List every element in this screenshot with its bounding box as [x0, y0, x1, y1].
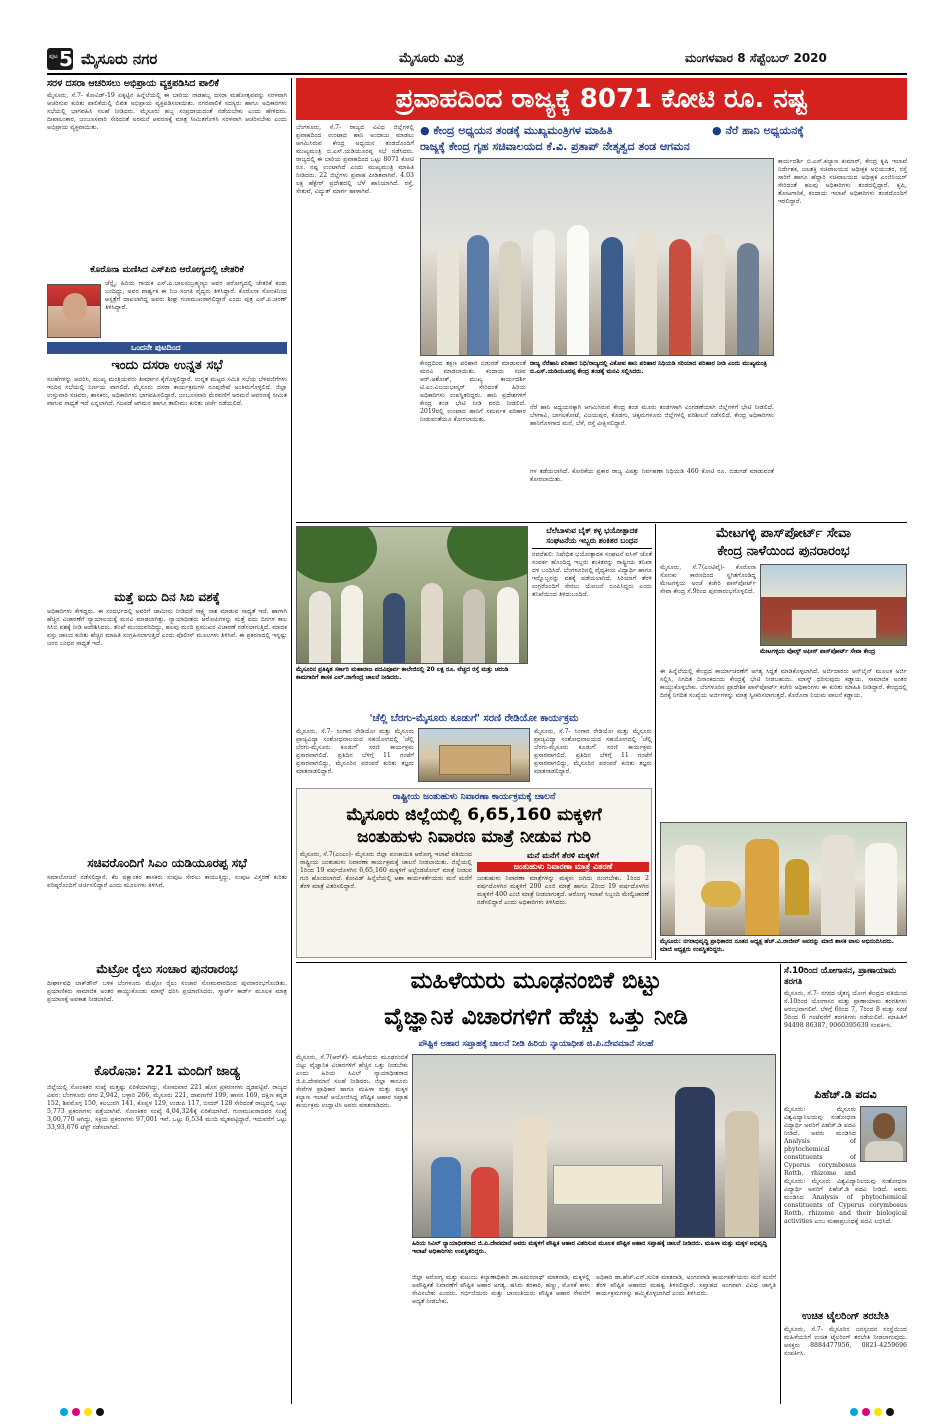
section-title: ಮೈಸೂರು ನಗರ	[81, 50, 158, 68]
page-number-label: ಪುಟ	[49, 53, 58, 60]
story4-headline: ಮತ್ತೆ ಐದು ದಿನ ಸಿಬಿ ವಶಕ್ಕೆ	[114, 590, 220, 604]
nutrition-event-photo	[412, 1054, 776, 1238]
lead-meeting-photo	[420, 158, 774, 356]
nutrition-person-4	[675, 1087, 715, 1237]
food-table	[553, 1165, 663, 1205]
radio-body-1: ಮೈಸೂರು, ಸೆ.7- ಸಿಂಗಾರ ರೇಡಿಯೋ ಮತ್ತು ಮೈಸೂರು ಪ್ರಾಚ್ಯವಿದ್ಯಾ ಸಂಶೋಧನಾಲಯದ ಸಹಯೋಗದಲ್ಲಿ 'ಚೆಲ್ಲಿ ಬೆರಗು-ಮೈಸೂರು ಕೂಡುಗೆ' ಸರಣಿ ಕಾರ್ಯಕ್ರಮ ಪ್ರಸಾರವಾಗಲಿದೆ. ಪ್ರತಿದಿನ ಬೆಳಿಗ್ಗೆ 11 ಗಂಟೆಗೆ ಪ್ರಸಾರವಾಗಲಿದ್ದು, ಮೈಸೂರಿನ ಪರಂಪರೆ ಕುರಿತು ತಜ್ಞರು ಮಾತನಾಡಲಿದ್ದಾರೆ.	[296, 728, 414, 775]
event-person-4	[421, 583, 443, 663]
story1-headline: ಸರಳ ದಸರಾ ಆಚರಿಸಲು ಅಭಿಪ್ರಾಯ ವ್ಯಕ್ತಪಡಿಸಿದ ಪಾಲಿಕೆ	[47, 78, 219, 89]
official-10	[737, 243, 759, 355]
bottom-headline-1: ಮಹಿಳೆಯರು ಮೂಢನಂಬಿಕೆ ಬಿಟ್ಟು	[410, 968, 662, 994]
registration-mark-yellow-right	[874, 1408, 882, 1416]
registration-mark-magenta-right	[862, 1408, 870, 1416]
deworm-headline-1: ಮೈಸೂರು ಜಿಲ್ಲೆಯಲ್ಲಿ 6,65,160 ಮಕ್ಕಳಿಗೆ	[346, 805, 602, 825]
lead-banner	[296, 78, 907, 120]
story6-body: ದೀರ್ಘಾವಧಿ ಲಾಕ್‌ಡೌನ್ ಬಳಿಕ ಬೆಂಗಳೂರು ಮೆಟ್ರೋ ರೈಲು ಸಂಚಾರ ಸೋಮವಾರದಿಂದ ಪುನರಾರಂಭಗೊಂಡಿತು. ಪ್ರಯಾಣಿಕರು ಸಾಮಾಜಿಕ ಅಂತರ ಕಾಯ್ದುಕೊಂಡು ಮಾಸ್ಕ್ ಧರಿಸಿ ಪ್ರಯಾಣಿಸಿದರು. ಸ್ಮಾರ್ಟ್ ಕಾರ್ಡ್ ಮೂಲಕ ಮಾತ್ರ ಪ್ರಯಾಣಕ್ಕೆ ಅವಕಾಶ ನೀಡಲಾಗಿದೆ.	[47, 980, 287, 1003]
nutrition-person-5	[725, 1111, 759, 1237]
bottom-col2: ಜಿಲ್ಲಾ ಆರೋಗ್ಯ ಮತ್ತು ಕುಟುಂಬ ಕಲ್ಯಾಣಾಧಿಕಾರಿ ಡಾ.ಅಮರನಾಥ್ ಮಾತನಾಡಿ, ಮಕ್ಕಳಲ್ಲಿ ಅಪೌಷ್ಟಿಕತೆ ನಿವಾರಣೆಗೆ ಪೌಷ್ಟಿಕ ಆಹಾರ ಅಗತ್ಯ. ಹಸಿರು ತರಕಾರಿ, ಹಣ್ಣು, ಮೊಳಕೆ ಕಾಳು ಸೇವಿಸಬೇಕು ಎಂದರು. ಗರ್ಭಿಣಿಯರು ಮತ್ತು ಬಾಣಂತಿಯರು ಪೌಷ್ಟಿಕ ಆಹಾರ ಸೇವನೆಗೆ ಆದ್ಯತೆ ನೀಡಬೇಕು.	[412, 1274, 590, 1305]
honour-photo	[660, 822, 907, 936]
deworm-sub1: ಮನೆ ಮನೆಗೆ ತೆರಳಿ ಮಕ್ಕಳಿಗೆ	[527, 851, 599, 860]
nutrition-person-2	[471, 1167, 499, 1237]
college-event-caption: ಮೈಸೂರಿನ ಪ್ರತಿಷ್ಠಿತ ಸರ್ಕಾರಿ ಮಹಾರಾಜ ಪದವಿಪೂರ್ವ ಕಾಲೇಜಿನಲ್ಲಿ 20 ಲಕ್ಷ ರೂ. ವೆಚ್ಚದ ರಸ್ತೆ ಮತ್ತು ಚರಂಡಿ ಕಾಮಗಾರಿಗೆ ಶಾಸಕ ಎಲ್.ನಾಗೇಂದ್ರ ಚಾಲನೆ ನೀಡಿದರು.	[296, 666, 528, 708]
bottom-col1: ಮೈಸೂರು, ಸೆ.7(ಆರ್‌ಕೆ)- ಮಹಿಳೆಯರು ಮೂಢನಂಬಿಕೆ ಬಿಟ್ಟು ವೈಜ್ಞಾನಿಕ ವಿಚಾರಗಳಿಗೆ ಹೆಚ್ಚಿನ ಒತ್ತು ನೀಡಬೇಕು ಎಂದು ಹಿರಿಯ ಸಿವಿಲ್ ನ್ಯಾಯಾಧೀಶರಾದ ಜಿ.ಪಿ.ದೇವಮಾನೆ ಸಲಹೆ ನೀಡಿದರು. ಜಿಲ್ಲಾ ಕಾನೂನು ಸೇವೆಗಳ ಪ್ರಾಧಿಕಾರ ಹಾಗೂ ಮಹಿಳಾ ಮತ್ತು ಮಕ್ಕಳ ಕಲ್ಯಾಣ ಇಲಾಖೆ ಆಯೋಜಿಸಿದ್ದ ಪೌಷ್ಟಿಕ ಆಹಾರ ಸಪ್ತಾಹ ಕಾರ್ಯಕ್ರಮ ಉದ್ಘಾಟಿಸಿ ಅವರು ಮಾತನಾಡಿದರು.	[296, 1054, 408, 1109]
bottom-headline-2: ವೈಜ್ಞಾನಿಕ ವಿಚಾರಗಳಿಗೆ ಹೆಚ್ಚು ಒತ್ತು ನೀಡಿ	[384, 1004, 688, 1030]
official-4	[533, 229, 555, 355]
event-person-1	[309, 591, 331, 663]
lead-headline: ಪ್ರವಾಹದಿಂದ ರಾಜ್ಯಕ್ಕೆ 8071 ಕೋಟಿ ರೂ. ನಷ್ಟ	[395, 84, 808, 114]
honour-person-3	[821, 835, 855, 935]
issue-date: ಮಂಗಳವಾರ 8 ಸೆಪ್ಟೆಂಬರ್ 2020	[685, 51, 827, 65]
official-6	[601, 237, 623, 355]
story5-headline: ಸಚಿವರೊಂದಿಗೆ ಸಿಎಂ ಯಡಿಯೂರಪ್ಪ ಸಭೆ	[87, 856, 247, 870]
building-facade	[439, 745, 511, 775]
event-person-6	[497, 587, 519, 663]
official-1	[437, 245, 459, 355]
masthead: ಮೈಸೂರು ಮಿತ್ರ	[399, 51, 464, 66]
deworm-headline-2: ಜಂತುಹುಳು ನಿವಾರಣ ಮಾತ್ರೆ ನೀಡುವ ಗುರಿ	[357, 827, 591, 847]
page-number: 5	[59, 47, 73, 71]
bottom-col3: ಅಧಿಕಾರಿ ಡಾ.ಹೆಚ್.ಎನ್.ಸುನಿತ ಮಾತನಾಡಿ, ಅಂಗನವಾಡಿ ಕಾರ್ಯಕರ್ತೆಯರು ಮನೆ ಮನೆಗೆ ತೆರಳಿ ಪೌಷ್ಟಿಕ ಆಹಾರದ ಮಹತ್ವ ತಿಳಿಸಲಿದ್ದಾರೆ. ಸಪ್ತಾಹದ ಅಂಗವಾಗಿ ವಿವಿಧ ಜಾಗೃತಿ ಕಾರ್ಯಕ್ರಮಗಳನ್ನು ಹಮ್ಮಿಕೊಳ್ಳಲಾಗಿದೆ ಎಂದು ತಿಳಿಸಿದರು.	[596, 1274, 776, 1297]
deworm-box	[296, 788, 652, 958]
radio-building-photo	[418, 728, 530, 782]
lead-sub3: ರಾಜ್ಯಕ್ಕೆ ಕೇಂದ್ರ ಗೃಹ ಸಚಿವಾಲಯದ ಕೆ.ವಿ. ಪ್ರತಾಪ್ ನೇತೃತ್ವದ ತಂಡ ಆಗಮನ	[420, 140, 690, 153]
yoga-headline: ಸೆ.10ರಿಂದ ಯೋಗಾಸನ, ಪ್ರಾಣಾಯಾಮ ತರಗತಿ	[784, 966, 897, 987]
bike-body: ನವದೆಹಲಿ: ನಿಷೇಧಿತ ಭಯೋತ್ಪಾದಕ ಸಂಘಟನೆ ಐಸಿಸ್ ಜೊತೆ ಸಂಪರ್ಕ ಹೊಂದಿದ್ದ ಇಬ್ಬರು ಶಂಕಿತರನ್ನು ರಾಷ್ಟ್ರೀಯ ತನಿಖಾ ದಳ ಬಂಧಿಸಿದೆ. ಬೆಂಗಳೂರಿನಲ್ಲಿ ವೈದ್ಯಕೀಯ ವಿದ್ಯಾರ್ಥಿ ಹಾಗೂ ಇನ್ನೊಬ್ಬನನ್ನು ವಶಕ್ಕೆ ಪಡೆಯಲಾಗಿದೆ. ಸಿರಿಯಾಗೆ ತೆರಳಿ ಉಗ್ರರೊಂದಿಗೆ ಸೇರಲು ಯೋಜನೆ ರೂಪಿಸಿದ್ದರು ಎಂದು ತನಿಖೆಯಿಂದ ತಿಳಿದುಬಂದಿದೆ.	[532, 551, 652, 598]
honour-caption: ಮೈಸೂರು: ನಗರಾಭಿವೃದ್ಧಿ ಪ್ರಾಧಿಕಾರದ ನೂತನ ಅಧ್ಯಕ್ಷ ಹೆಚ್.ವಿ.ರಾಜೀವ್ ಅವರನ್ನು ಮಾಜಿ ಶಾಸಕ ವಾಸು ಅಭಿನಂದಿಸಿದರು. ಮಾಜಿ ಅಧ್ಯಕ್ಷರು ಉಪಸ್ಥಿತರಿದ್ದರು.	[660, 938, 907, 962]
page-number-badge	[47, 48, 73, 70]
registration-mark-magenta	[72, 1408, 80, 1416]
lead-sub1: ● ಕೇಂದ್ರ ಅಧ್ಯಯನ ತಂಡಕ್ಕೆ ಮುಖ್ಯಮಂತ್ರಿಗಳ ಮಾಹಿತಿ	[420, 124, 613, 137]
event-person-2	[341, 585, 363, 663]
continued-label: ಒಂದನೇ ಪುಟದಿಂದ	[131, 343, 181, 352]
registration-mark-black-right	[886, 1408, 894, 1416]
event-person-3	[383, 593, 405, 663]
shawl-basket	[701, 881, 741, 907]
bottom-section-rule	[296, 962, 907, 963]
phd-body-1: ಮೈಸೂರು: ಮೈಸೂರು ವಿಶ್ವವಿದ್ಯಾನಿಲಯವು ಸಂಶೋಧನಾ ವಿದ್ಯಾರ್ಥಿ ಅವರಿಗೆ ಪಿಹೆಚ್.ಡಿ ಪದವಿ ನೀಡಿದೆ. ಅವರು ಮಂಡಿಸಿದ Analysis of phytochemical constituents of Cyperus corymbosus Rottb. rhizome and	[784, 1106, 856, 1176]
registration-mark-black	[96, 1408, 104, 1416]
official-3	[499, 241, 521, 355]
office-gate	[791, 609, 877, 639]
event-person-5	[463, 589, 485, 663]
nutrition-photo-caption: ಹಿರಿಯ ಸಿವಿಲ್ ನ್ಯಾಯಾಧೀಶರಾದ ಜಿ.ಪಿ.ದೇವಮಾನೆ ಅವರು ಮಕ್ಕಳಿಗೆ ಪೌಷ್ಟಿಕ ಆಹಾರ ವಿತರಿಸುವ ಮೂಲಕ ಪೌಷ್ಟಿಕ ಆಹಾರ ಸಪ್ತಾಹಕ್ಕೆ ಚಾಲನೆ ನೀಡಿದರು. ಮಹಿಳಾ ಮತ್ತು ಮಕ್ಕಳ ಅಭಿವೃದ್ಧಿ ಇಲಾಖೆ ಅಧಿಕಾರಿಗಳು ಉಪಸ್ಥಿತರಿದ್ದರು.	[412, 1240, 776, 1270]
tree-2	[447, 526, 528, 581]
page-header	[47, 48, 907, 72]
deworm-body-2: ಜಂತುಹುಳು ನಿವಾರಣಾ ಮಾತ್ರೆಗಳನ್ನು ಮಕ್ಕಳು ಜಗಿದು ನುಂಗಬೇಕು. 1ರಿಂದ 2 ವರ್ಷದೊಳಗಿನ ಮಕ್ಕಳಿಗೆ 200 ಎಂಜಿ ಮಾತ್ರೆ ಹಾಗೂ 2ರಿಂದ 19 ವರ್ಷದೊಳಗಿನ ಮಕ್ಕಳಿಗೆ 400 ಎಂಜಿ ಮಾತ್ರೆ ನೀಡಲಾಗುತ್ತದೆ. ಆರೋಗ್ಯ ಇಲಾಖೆ ಸಿಬ್ಬಂದಿ ಮೇಲ್ವಿಚಾರಣೆ ನಡೆಸಲಿದ್ದಾರೆ ಎಂದು ಅಧಿಕಾರಿಗಳು ತಿಳಿಸಿದರು.	[477, 875, 649, 906]
official-9	[703, 233, 725, 355]
nutrition-person-1	[431, 1157, 461, 1237]
story1-body: ಮೈಸೂರು, ಸೆ.7- ಕೋವಿಡ್-19 ಏಕ್ಕಟ್ಟಿನ ಹಿನ್ನೆಲೆಯಲ್ಲಿ ಈ ಬಾರಿಯ ನಾಡಹಬ್ಬ ದಸರಾ ಮಹೋತ್ಸವವನ್ನು ಸರಳವಾಗಿ ಆಚರಿಸುವ ಕುರಿತು ಪಾಲಿಕೆಯಲ್ಲಿ ಲಿಖಿತ ಅಭಿಪ್ರಾಯ ವ್ಯಕ್ತಪಡಿಸಲಾಯಿತು. ನಗರಪಾಲಿಕೆ ಸದಸ್ಯರು ಹಾಗೂ ಅಧಿಕಾರಿಗಳು ಸಭೆಯಲ್ಲಿ ಭಾಗವಹಿಸಿ ಸಲಹೆ ನೀಡಿದರು. ಮೈಸೂರು ಹಬ್ಬ ಸಂಪ್ರದಾಯದಂತೆ ನಡೆಯಬೇಕು ಎಂದು ಹೇಳಿದರು. ದೀಪಾಲಂಕಾರ, ಜಂಬೂಸವಾರಿ ಸೇರಿದಂತೆ ಅರಮನೆ ಆವರಣಕ್ಕೆ ಮಾತ್ರ ಸೀಮಿತಗೊಳಿಸಿ ಸರಳವಾಗಿ ಆಚರಿಸಬೇಕು ಎಂದು ಅಭಿಪ್ರಾಯ ವ್ಯಕ್ತವಾಯಿತು.	[47, 92, 287, 131]
deworm-sub2: ಜಂತುಹುಳು ನಿವಾರಣಾ ಮಾತ್ರೆ ವಿತರಣೆ	[477, 862, 649, 872]
honour-person-4	[865, 843, 897, 935]
phd-portrait	[860, 1106, 907, 1162]
story6-headline: ಮೆಟ್ರೋ ರೈಲು ಸಂಚಾರ ಪುನರಾರಂಭ	[96, 962, 238, 976]
registration-mark-yellow	[84, 1408, 92, 1416]
story5-body: ಸಮಾಲೋಚನೆ ನಡೆಸಲಿದ್ದಾರೆ. ಕೆಲ ಪಕ್ಷಾಂತರ ಶಾಸಕರು ಸಂಪುಟ ಸೇರಲು ಕಾಯುತ್ತಿದ್ದು, ಸಂಪುಟ ವಿಸ್ತರಣೆ ಕುರಿತು ವರಿಷ್ಠರೊಂದಿಗೆ ಚರ್ಚಿಸಲಿದ್ದಾರೆ ಎಂದು ಮೂಲಗಳು ತಿಳಿಸಿವೆ.	[47, 874, 287, 889]
story7-body: ಜಿಲ್ಲೆಯಲ್ಲಿ ಸೋಂಕಿತರ ಸಂಖ್ಯೆ ಮತ್ತಷ್ಟು ಏರಿಕೆಯಾಗಿದ್ದು, ಸೋಮವಾರ 221 ಹೊಸ ಪ್ರಕರಣಗಳು ದೃಢಪಟ್ಟಿವೆ. ರಾಜ್ಯದ ವಿವರ: ಬೆಂಗಳೂರು ನಗರ 2,942, ಬಳ್ಳಾರಿ 266, ಮೈಸೂರು 221, ದಾವಣಗೆರೆ 199, ಹಾಸನ 169, ದಕ್ಷಿಣ ಕನ್ನಡ 152, ಶಿವಮೊಗ್ಗ 150, ಕಲಬುರಗಿ 141, ಕೊಪ್ಪಳ 129, ಉಡುಪಿ 117, ಬೀದರ್ 128 ಸೇರಿದಂತೆ ರಾಜ್ಯದಲ್ಲಿ ಒಟ್ಟು 5,773 ಪ್ರಕರಣಗಳು ಪತ್ತೆಯಾಗಿವೆ. ಸೋಂಕಿತರ ಸಂಖ್ಯೆ 4,04,324ಕ್ಕೆ ಏರಿಕೆಯಾಗಿದೆ. ಗುಣಮುಖರಾದವರ ಸಂಖ್ಯೆ 3,00,770 ಆಗಿದ್ದು, ಸಕ್ರಿಯ ಪ್ರಕರಣಗಳು 97,001 ಇವೆ. ಒಟ್ಟು 6,534 ಮಂದಿ ಮೃತಪಟ್ಟಿದ್ದಾರೆ. ಇದುವರೆಗೆ ಒಟ್ಟು 33,93,676 ಟೆಸ್ಟ್ ನಡೆಸಲಾಗಿದೆ.	[47, 1084, 287, 1131]
bike-story-box	[532, 526, 652, 708]
lead-sub2: ● ನೆರೆ ಹಾನಿ ಅಧ್ಯಯನಕ್ಕೆ	[712, 124, 804, 137]
continued-bar	[47, 342, 287, 354]
passport-headline-2: ಕೇಂದ್ರ ನಾಳೆಯಿಂದ ಪುನರಾರಂಭ	[717, 544, 850, 559]
golden-idol	[785, 859, 809, 915]
middle-right-divider	[655, 524, 656, 960]
bike-headline: ಬೆಲೆಬಾಳುವ ಬೈಕ್ ಕಳ್ಳ ಭಯೋತ್ಪಾದಕ ಸಂಘಟನೆಯ ಇಬ್ಬರು ಶಂಕಿತರ ಬಂಧನ	[532, 526, 652, 549]
lead-col3-body: ನೆರೆ ಹಾನಿ ಅಧ್ಯಯನಕ್ಕಾಗಿ ಆಗಮಿಸಿರುವ ಕೇಂದ್ರ ತಂಡ ಮೂರು ತಂಡಗಳಾಗಿ ವಿಂಗಡಣೆಯಾಗಿ ಜಿಲ್ಲೆಗಳಿಗೆ ಭೇಟಿ ನೀಡಲಿದೆ. ಬೆಳಗಾವಿ, ಬಾಗಲಕೋಟೆ, ವಿಜಯಪುರ, ಕೊಡಗು, ಚಿಕ್ಕಮಗಳೂರು ಜಿಲ್ಲೆಗಳಲ್ಲಿ ಪರಿಶೀಲನೆ ನಡೆಸಲಿದೆ. ಕೇಂದ್ರ ಅಧಿಕಾರಿಗಳು ಹಾನಿಗೊಳಗಾದ ಮನೆ, ಬೆಳೆ, ರಸ್ತೆ ವೀಕ್ಷಿಸಲಿದ್ದಾರೆ.	[530, 404, 774, 427]
radio-headline: 'ಚೆಲ್ಲಿ ಬೆರಗು-ಮೈಸೂರು ಕೂಡುಗೆ' ಸರಣಿ ರೇಡಿಯೋ ಕಾರ್ಯಕ್ರಮ	[369, 713, 579, 724]
bottom-right-divider	[780, 964, 781, 1404]
passport-headline-1: ಮೇಟಗಳ್ಳಿ ಪಾಸ್‌ಪೋರ್ಟ್ ಸೇವಾ	[716, 526, 851, 541]
radio-body-2: ಮೈಸೂರು, ಸೆ.7- ಸಿಂಗಾರ ರೇಡಿಯೋ ಮತ್ತು ಮೈಸೂರು ಪ್ರಾಚ್ಯವಿದ್ಯಾ ಸಂಶೋಧನಾಲಯದ ಸಹಯೋಗದಲ್ಲಿ 'ಚೆಲ್ಲಿ ಬೆರಗು-ಮೈಸೂರು ಕೂಡುಗೆ' ಸರಣಿ ಕಾರ್ಯಕ್ರಮ ಪ್ರಸಾರವಾಗಲಿದೆ. ಪ್ರತಿದಿನ ಬೆಳಿಗ್ಗೆ 11 ಗಂಟೆಗೆ ಪ್ರಸಾರವಾಗಲಿದ್ದು, ಮೈಸೂರಿನ ಪರಂಪರೆ ಕುರಿತು ತಜ್ಞರು ಮಾತನಾಡಲಿದ್ದಾರೆ.	[534, 728, 652, 775]
nutrition-person-3	[513, 1117, 547, 1237]
lead-tail: ಗಳ ತಡೆಯಲಾಗಿದೆ. ಕೋರಿಕೆಯ ಪ್ರಕಾರ ರಾಜ್ಯ ವಿಪತ್ತು ನಿರ್ವಹಣಾ ನಿಧಿಯಡಿ 460 ಕೋಟಿ ರೂ. ಬಿಡುಗಡೆ ಮಾಡುವಂತೆ ಕೋರಲಾಯಿತು.	[530, 468, 774, 483]
story2-body: ಚೆನ್ನೈ: ಹಿರಿಯ ಗಾಯಕ ಎಸ್.ಪಿ.ಬಾಲಸುಬ್ರಹ್ಮಣ್ಯಂ ಅವರ ಆರೋಗ್ಯದಲ್ಲಿ ಚೇತರಿಕೆ ಕಂಡು ಬಂದಿದ್ದು, ಅವರ ಪಾರ್ಶ್ವಕ ಈ ನಿಜ ಸಂಗತಿ ವೈದ್ಯರು ತಿಳಿಸಿದ್ದಾರೆ. ಕೊರೊನಾ ಸೋಂಕಿನಿಂದ ಆಸ್ಪತ್ರೆಗೆ ದಾಖಲಾಗಿದ್ದ ಅವರು ಶೀಘ್ರ ಗುಣಮುಖರಾಗಲಿದ್ದಾರೆ ಎಂದು ಪುತ್ರ ಎಸ್.ಪಿ.ಚರಣ್ ತಿಳಿಸಿದ್ದಾರೆ.	[105, 280, 287, 311]
tailoring-body: ಮೈಸೂರು, ಸೆ.7- ಮೈಸೂರಿನ ಜನಸ್ಪಂದನ ಸಂಸ್ಥೆಯಿಂದ ಮಹಿಳೆಯರಿಗೆ ಉಚಿತ ಟೈಲರಿಂಗ್ ತರಬೇತಿ ನೀಡಲಾಗುವುದು. ಆಸಕ್ತರು 8884477956, 0821-4259696 ಸಂಪರ್ಕಿಸಿ.	[784, 1326, 907, 1357]
portrait-face	[873, 1113, 895, 1139]
registration-mark-cyan-right	[850, 1408, 858, 1416]
lead-col4-body: ಕಾರ್ಯದರ್ಶಿ ಬಿ.ಎಸ್.ಕಲ್ಯಾಣ ಕುಮಾರ್, ಕೇಂದ್ರ ಕೃಷಿ ಇಲಾಖೆ ನಿರ್ದೇಶಕ, ಜಲಶಕ್ತಿ ಸಚಿವಾಲಯದ ಅಧೀಕ್ಷಕ ಅಭಿಯಂತರ, ರಸ್ತೆ ಸಾರಿಗೆ ಹಾಗೂ ಹೆದ್ದಾರಿ ಸಚಿವಾಲಯದ ಅಧೀಕ್ಷಕ ಎಂಜಿನಿಯರ್ ಸೇರಿದಂತೆ ಹಲವು ಅಧಿಕಾರಿಗಳು ತಂಡದಲ್ಲಿದ್ದಾರೆ. ಕೃಷಿ, ತೋಟಗಾರಿಕೆ, ಕಂದಾಯ ಇಲಾಖೆ ಅಧಿಕಾರಿಗಳು ತಂಡದೊಂದಿಗೆ ಇರಲಿದ್ದಾರೆ.	[778, 158, 907, 205]
deworm-kicker: ರಾಷ್ಟ್ರೀಯ ಜಂತುಹುಳು ನಿವಾರಣಾ ಕಾರ್ಯಕ್ರಮಕ್ಕೆ ಚಾಲನೆ	[392, 792, 556, 802]
story3-headline: ಇಂದು ದಸರಾ ಉನ್ನತ ಸಭೆ	[111, 358, 223, 373]
lead-photo-caption: ರಾಜ್ಯ ನೆರೆಹಾನಿ ಪರಿಹಾರ ನಿಧಿ/ರಾಜ್ಯದಲ್ಲಿ ವಿಕೋಪ ಹಾನಿ ಪರಿಹಾರ ನಿಧಿಯಡಿ ಸರಿಯಾದ ಪರಿಹಾರ ನೀಡಿ ಎಂದು ಮುಖ್ಯಮಂತ್ರಿ ಬಿ.ಎಸ್.ಯಡಿಯೂರಪ್ಪ ಕೇಂದ್ರ ತಂಡಕ್ಕೆ ಮನವಿ ಸಲ್ಲಿಸಿದರು.	[530, 360, 774, 400]
portrait-shirt	[865, 1141, 903, 1162]
official-8	[669, 239, 691, 355]
phd-body-2: ಮೈಸೂರು: ಮೈಸೂರು ವಿಶ್ವವಿದ್ಯಾನಿಲಯವು ಸಂಶೋಧನಾ ವಿದ್ಯಾರ್ಥಿ ಅವರಿಗೆ ಪಿಹೆಚ್.ಡಿ ಪದವಿ ನೀಡಿದೆ. ಅವರು ಮಂಡಿಸಿದ Analysis of phytochemical constituents of Cyperus corymbosus Rottb. rhizome and their biological activities ಎಂಬ ಮಹಾಪ್ರಬಂಧಕ್ಕೆ ಪದವಿ ಲಭಿಸಿದೆ.	[784, 1178, 907, 1225]
passport-body-2: ಈ ಹಿನ್ನೆಲೆಯಲ್ಲಿ ಕೇಂದ್ರದ ಕಾರ್ಯಾಚರಣೆಗೆ ಅಗತ್ಯ ಸಿದ್ಧತೆ ಮಾಡಿಕೊಳ್ಳಲಾಗಿದೆ. ಅರ್ಜಿದಾರರು ಆನ್‌ಲೈನ್ ಮೂಲಕ ಅರ್ಜಿ ಸಲ್ಲಿಸಿ, ನಿಗದಿತ ದಿನಾಂಕದಂದು ಕೇಂದ್ರಕ್ಕೆ ಭೇಟಿ ನೀಡಬಹುದು. ಮಾಸ್ಕ್ ಧರಿಸುವುದು ಕಡ್ಡಾಯ. ಸಾಮಾಜಿಕ ಅಂತರ ಕಾಯ್ದುಕೊಳ್ಳಬೇಕು. ಬೆಂಗಳೂರಿನ ಪ್ರಾದೇಶಿಕ ಪಾಸ್‌ಪೋರ್ಟ್ ಕಚೇರಿ ಅಧಿಕಾರಿಗಳು ಈ ಕುರಿತು ಮಾಹಿತಿ ನೀಡಿದ್ದಾರೆ. ಕೇಂದ್ರದಲ್ಲಿ ದಿನಕ್ಕೆ ನಿಗದಿತ ಸಂಖ್ಯೆಯ ಅರ್ಜಿಗಳನ್ನು ಮಾತ್ರ ಸ್ವೀಕರಿಸಲಾಗುತ್ತದೆ. ಕೊರೊನಾ ನಿಯಮ ಪಾಲನೆ ಕಡ್ಡಾಯ.	[660, 668, 907, 699]
tailoring-headline: ಉಚಿತ ಟೈಲರಿಂಗ್ ತರಬೇತಿ	[801, 1311, 890, 1322]
story3-body: ಸಲಹೆಗಳನ್ನು ಆದರಿಸಿ, ಮುಖ್ಯ ಮಂತ್ರಿಯವರು ತೀರ್ಮಾನ ಕೈಗೊಳ್ಳಲಿದ್ದಾರೆ. ಉನ್ನತ ಮಟ್ಟದ ಸಮಿತಿ ಸಭೆಯ ಬೆಳವಣಿಗೆಗಳು ಇಂದಿನ ಸಭೆಯಲ್ಲಿ ನಿರ್ಣಯ ವಾಗಲಿದೆ. ಮೈಸೂರು ದಸರಾ ಕಾರ್ಯಕ್ರಮಗಳ ರೂಪುರೇಷೆ ಅಂತಿಮಗೊಳ್ಳಲಿದೆ. ಜಿಲ್ಲಾ ಉಸ್ತುವಾರಿ ಸಚಿವರು, ಶಾಸಕರು, ಅಧಿಕಾರಿಗಳು ಭಾಗವಹಿಸಲಿದ್ದಾರೆ. ಜಂಬೂಸವಾರಿ ಮೆರವಣಿಗೆ ಅರಮನೆ ಆವರಣಕ್ಕೆ ಸೀಮಿತ ವಾಗುವ ಸಾಧ್ಯತೆ ಇದೆ ಎನ್ನಲಾಗಿದೆ. ಗಜಪಡೆ ಆಗಮನ ಹಾಗೂ ತಾಲೀಮು ಕುರಿತು ಚರ್ಚೆ ನಡೆಯಲಿದೆ.	[47, 376, 287, 407]
lead-col1: ಬೆಂಗಳೂರು, ಸೆ.7- ರಾಜ್ಯದ ವಿವಿಧ ಜಿಲ್ಲೆಗಳಲ್ಲಿ ಪ್ರವಾಹದಿಂದ ಉಂಟಾದ ಹಾನಿ ಅಂದಾಜು ಮಾಡಲು ಆಗಮಿಸಿರುವ ಕೇಂದ್ರ ಅಧ್ಯಯನ ತಂಡದೊಂದಿಗೆ ಮುಖ್ಯಮಂತ್ರಿ ಬಿ.ಎಸ್.ಯಡಿಯೂರಪ್ಪ ಸಭೆ ನಡೆಸಿದರು. ರಾಜ್ಯದಲ್ಲಿ ಈ ಬಾರಿಯ ಪ್ರವಾಹದಿಂದ ಒಟ್ಟು 8071 ಕೋಟಿ ರೂ. ನಷ್ಟ ಉಂಟಾಗಿದೆ ಎಂದು ಮುಖ್ಯಮಂತ್ರಿ ಮಾಹಿತಿ ನೀಡಿದರು. 22 ಜಿಲ್ಲೆಗಳು ಪ್ರವಾಹ ಪೀಡಿತವಾಗಿವೆ. 4.03 ಲಕ್ಷ ಹೆಕ್ಟೇರ್ ಪ್ರದೇಶದಲ್ಲಿ ಬೆಳೆ ಹಾನಿಯಾಗಿದೆ. ರಸ್ತೆ, ಸೇತುವೆ, ವಿದ್ಯುತ್ ಮಾರ್ಗ ಹಾಳಾಗಿವೆ.	[296, 124, 414, 195]
honour-person-2	[745, 839, 779, 935]
lead-bottom-rule	[296, 522, 907, 523]
registration-mark-cyan	[60, 1408, 68, 1416]
passport-office-photo	[760, 564, 907, 646]
bottom-kicker: ಪೌಷ್ಟಿಕ ಆಹಾರ ಸಪ್ತಾಹಕ್ಕೆ ಚಾಲನೆ ನೀಡಿ ಹಿರಿಯ ನ್ಯಾಯಾಧೀಶ ಜಿ.ಪಿ.ದೇವಮಾನೆ ಸಲಹೆ	[418, 1039, 654, 1049]
tree-1	[296, 526, 377, 583]
story2-headline: ಕೊರೊನಾ ಮಣಿಸಿದ ಎಸ್‌ಪಿಬಿ ಆರೋಗ್ಯದಲ್ಲಿ ಚೇತರಿಕೆ	[90, 265, 244, 275]
passport-body-1: ಮೈಸೂರು, ಸೆ.7(ಎಂಟಿವೈ)- ಕೊರೊನಾ ಸೋಂಕು ಕಾರಣದಿಂದ ಸ್ಥಗಿತಗೊಂಡಿದ್ದ ಮೇಟಗಳ್ಳಿಯ ಅಂಚೆ ಕಚೇರಿ ಪಾಸ್‌ಪೋರ್ಟ್ ಸೇವಾ ಕೇಂದ್ರ ಸೆ.9ರಿಂದ ಪುನರಾರಂಭಗೊಳ್ಳಲಿದೆ.	[660, 564, 756, 595]
left-column-divider	[291, 78, 292, 1404]
story4-body: ಅಧಿಕಾರಿಗಳು ಕೇಳಿದ್ದರು. ಈ ಸಂದರ್ಭದಲ್ಲಿ ಅವರಿಗೆ ಜಾಮೀನು ನೀಡಿದರೆ ಸಾಕ್ಷ್ಯ ನಾಶ ಮಾಡುವ ಸಾಧ್ಯತೆ ಇದೆ. ಹಾಗಾಗಿ ಹೆಚ್ಚಿನ ವಿಚಾರಣೆಗೆ ನ್ಯಾಯಾಲಯಕ್ಕೆ ಮನವಿ ಮಾಡಲಾಗಿತ್ತು. ನ್ಯಾಯಾಧೀಶರು ಆರೋಪಿಗಳನ್ನು ಮತ್ತೆ ಐದು ದಿನಗಳ ಕಾಲ ಸಿಸಿಬಿ ವಶಕ್ಕೆ ನೀಡಿ ಆದೇಶಿಸಿದರು. ತನಿಖೆ ಮುಂದುವರಿದಿದ್ದು, ಹಲವು ಮಂದಿ ಪ್ರಮುಖರ ವಿಚಾರಣೆ ನಡೆಸಲಾಗುತ್ತಿದೆ. ಮಾದಕ ವಸ್ತು ಜಾಲದ ಕುರಿತು ಹೆಚ್ಚಿನ ಮಾಹಿತಿ ಸಂಗ್ರಹಿಸಲಾಗುತ್ತಿದೆ ಎಂದು ಪೊಲೀಸ್ ಮೂಲಗಳು ತಿಳಿಸಿವೆ. ಈ ಪ್ರಕರಣದಲ್ಲಿ ಇನ್ನಷ್ಟು ಜನರ ಬಂಧನ ಸಾಧ್ಯತೆ ಇದೆ.	[47, 608, 287, 647]
spb-photo	[47, 284, 101, 338]
deworm-body-1: ಮೈಸೂರು, ಸೆ.7(ಎಂಎಂ)- ಮೈಸೂರು ಜಿಲ್ಲಾ ಪಂಚಾಯಿತಿ ಆರೋಗ್ಯ ಇಲಾಖೆ ವತಿಯಿಂದ ರಾಷ್ಟ್ರೀಯ ಜಂತುಹುಳು ನಿವಾರಣಾ ಕಾರ್ಯಕ್ರಮಕ್ಕೆ ಚಾಲನೆ ನೀಡಲಾಯಿತು. ಜಿಲ್ಲೆಯಲ್ಲಿ 1ರಿಂದ 19 ವರ್ಷದೊಳಗಿನ 6,65,160 ಮಕ್ಕಳಿಗೆ ಅಲ್ಬೆಂಡಜೋಲ್ ಮಾತ್ರೆ ನೀಡುವ ಗುರಿ ಹೊಂದಲಾಗಿದೆ. ಕೋವಿಡ್ ಹಿನ್ನೆಲೆಯಲ್ಲಿ ಆಶಾ ಕಾರ್ಯಕರ್ತೆಯರು ಮನೆ ಮನೆಗೆ ತೆರಳಿ ಮಾತ್ರೆ ವಿತರಿಸಲಿದ್ದಾರೆ.	[300, 851, 472, 890]
yoga-body: ಮೈಸೂರು, ಸೆ.7- ನಗರದ ಚೈತನ್ಯ ಯೋಗ ಕೇಂದ್ರದ ವತಿಯಿಂದ ಸೆ.10ರಿಂದ ಯೋಗಾಸನ ಮತ್ತು ಪ್ರಾಣಾಯಾಮ ತರಗತಿಗಳು ಆರಂಭವಾಗಲಿವೆ. ಬೆಳಿಗ್ಗೆ 6ರಿಂದ 7, 7ರಿಂದ 8 ಮತ್ತು ಸಂಜೆ 5ರಿಂದ 6 ಗಂಟೆವರೆಗೆ ತರಗತಿಗಳು ನಡೆಯಲಿವೆ. ಮಾಹಿತಿಗೆ 94498 86387, 9060395639 ಸಂಪರ್ಕಿಸಿ.	[784, 990, 907, 1029]
story7-headline: ಕೊರೊನಾ: 221 ಮಂದಿಗೆ ಜಾಡ್ಯ	[94, 1064, 240, 1079]
college-event-photo	[296, 526, 528, 664]
phd-headline: ಪಿಹೆಚ್.ಡಿ ಪದವಿ	[814, 1088, 877, 1101]
left-column	[47, 76, 287, 1406]
official-5	[567, 225, 589, 355]
header-rule	[47, 73, 907, 75]
official-7	[635, 231, 657, 355]
official-2	[467, 235, 489, 355]
passport-photo-caption: ಮೇಟಗಳ್ಳಿಯ ಪೋಸ್ಟ್ ಆಫೀಸ್ ಪಾಸ್‌ಪೋರ್ಟ್ ಸೇವಾ ಕೇಂದ್ರ	[760, 648, 907, 664]
spb-face	[63, 293, 87, 321]
lead-col2-body: ಕೇಂದ್ರದಿಂದ ತಕ್ಷಣ ಪರಿಹಾರ ಬಿಡುಗಡೆ ಮಾಡುವಂತೆ ಮನವಿ ಮಾಡಲಾಯಿತು. ಕಂದಾಯ ಸಚಿವ ಆರ್.ಅಶೋಕ್, ಮುಖ್ಯ ಕಾರ್ಯದರ್ಶಿ ಟಿ.ಎಂ.ವಿಜಯಭಾಸ್ಕರ್ ಸೇರಿದಂತೆ ಹಿರಿಯ ಅಧಿಕಾರಿಗಳು ಉಪಸ್ಥಿತರಿದ್ದರು. ಹಾನಿ ಪ್ರದೇಶಗಳಿಗೆ ಕೇಂದ್ರ ತಂಡ ಭೇಟಿ ನೀಡಿ ವರದಿ ನೀಡಲಿದೆ. 2019ರಲ್ಲಿ ಉಂಟಾದ ಹಾನಿಗೆ ಸಮರ್ಪಕ ಪರಿಹಾರ ನೀಡುವಂತೆಯೂ ಕೋರಲಾಯಿತು.	[420, 360, 526, 423]
